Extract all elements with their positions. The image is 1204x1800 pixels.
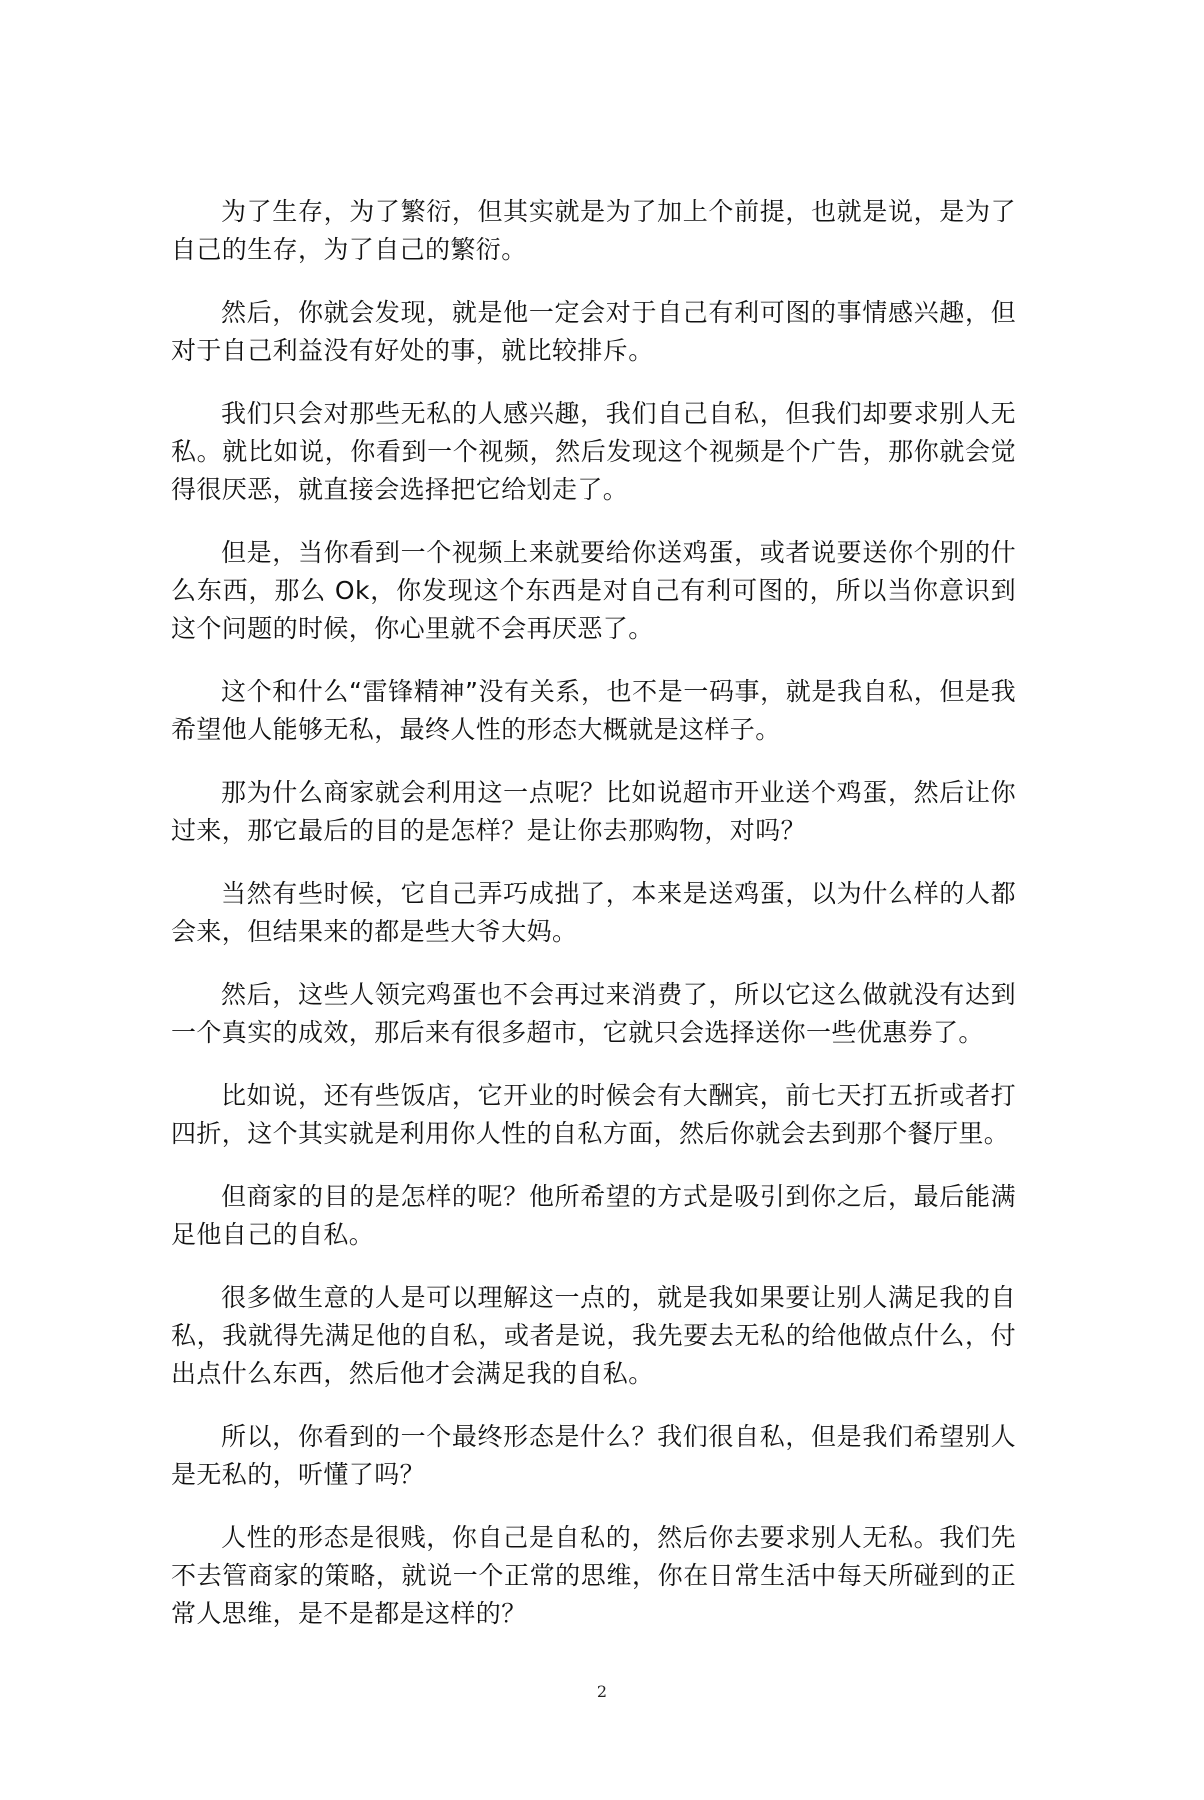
paragraph: 比如说，还有些饭店，它开业的时候会有大酬宾，前七天打五折或者打四折，这个其实就是利用你人性的自私方面，然后你就会去到那个餐厅里。 [171,1081,1016,1148]
paragraph: 人性的形态是很贱，你自己是自私的，然后你去要求别人无私。我们先不去管商家的策略，就说一个正常的思维，你在日常生活中每天所碰到的正常人思维，是不是都是这样的？ [171,1523,1016,1628]
paragraph: 但是，当你看到一个视频上来就要给你送鸡蛋，或者说要送你个别的什么东西，那么 Ok，你发现这个东西是对自己有利可图的，所以当你意识到这个问题的时候，你心里就不会再厌恶了。 [171,538,1016,643]
paragraph: 为了生存，为了繁衍，但其实就是为了加上个前提，也就是说，是为了自己的生存，为了自己的繁衍。 [171,197,1016,264]
body-text [171,193,1016,1658]
paragraph: 这个和什么“雷锋精神”没有关系，也不是一码事，就是我自私，但是我希望他人能够无私，最终人性的形态大概就是这样子。 [171,677,1016,744]
paragraph: 然后，这些人领完鸡蛋也不会再过来消费了，所以它这么做就没有达到一个真实的成效，那后来有很多超市，它就只会选择送你一些优惠券了。 [171,980,1016,1047]
page-number: 2 [596,1682,608,1701]
paragraph: 我们只会对那些无私的人感兴趣，我们自己自私，但我们却要求别人无私。就比如说，你看到一个视频，然后发现这个视频是个广告，那你就会觉得很厌恶，就直接会选择把它给划走了。 [171,399,1016,504]
paragraph: 所以，你看到的一个最终形态是什么？我们很自私，但是我们希望别人是无私的，听懂了吗？ [171,1422,1016,1489]
paragraph: 但商家的目的是怎样的呢？他所希望的方式是吸引到你之后，最后能满足他自己的自私。 [171,1182,1016,1249]
paragraph: 很多做生意的人是可以理解这一点的，就是我如果要让别人满足我的自私，我就得先满足他的自私，或者是说，我先要去无私的给他做点什么，付出点什么东西，然后他才会满足我的自私。 [171,1283,1016,1388]
paragraph: 那为什么商家就会利用这一点呢？比如说超市开业送个鸡蛋，然后让你过来，那它最后的目的是怎样？是让你去那购物，对吗？ [171,778,1016,845]
paragraph: 然后，你就会发现，就是他一定会对于自己有利可图的事情感兴趣，但对于自己利益没有好处的事，就比较排斥。 [171,298,1016,365]
paragraph: 当然有些时候，它自己弄巧成拙了，本来是送鸡蛋，以为什么样的人都会来，但结果来的都是些大爷大妈。 [171,879,1016,946]
